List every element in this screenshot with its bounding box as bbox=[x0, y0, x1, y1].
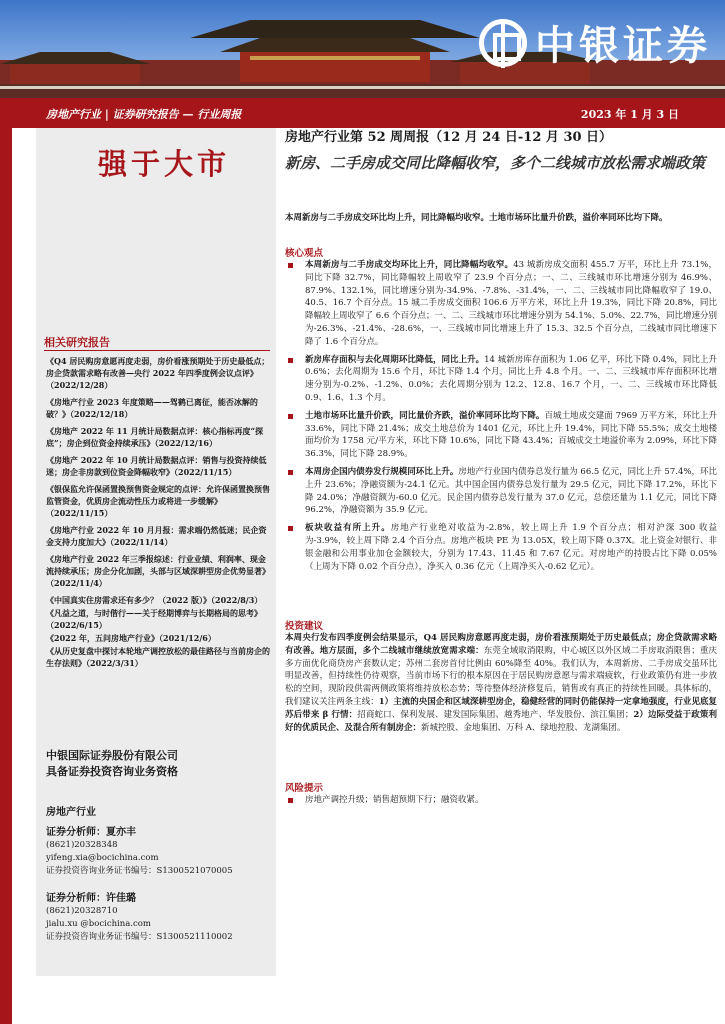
related-report-item: 《房地产行业 2023 年度策略——驾鹤已离征，能否冰解的破？》（2022/12/18） bbox=[46, 397, 258, 419]
core-view-item bbox=[285, 259, 717, 349]
advice-lead: 本周央行发布四季度例会结果显示，Q4 居民购房意愿再度走弱，房价看涨预期处于历史最低点；房企贷款需求略有改善。地方层面，多个二线城市继续放宽需求端： bbox=[285, 633, 717, 656]
report-header-bar bbox=[0, 98, 725, 128]
analyst-2-phone: (8621)20328710 bbox=[46, 906, 118, 916]
boc-logo-icon bbox=[479, 19, 527, 67]
core-view-lead: 本周房企国内债券发行规模同环比上升。 bbox=[305, 466, 459, 477]
advice-text: 东莞全域取消限购，中心城区以外区域二手房取消限售；重庆多方面优化商贷房产套数认定；苏州二套房首付比例由 60%降至 40%。我们认为，本周新房、二手房成交虽环比明显改善，但持续性仍待观察，当前市场下行的根本原因在于居民购房意愿与需求端疲软，行业政策仍有进一步放松的空间，现阶段供需两侧政策将维持放松态势；等待整体经济修复后，销售或有真正的持续性回暖。具体标的，我们建议关注两条主线： bbox=[285, 645, 717, 707]
logo-text: 中银证券 bbox=[535, 23, 711, 69]
report-title: 房地产行业第 52 周周报（12 月 24 日-12 月 30 日） bbox=[285, 130, 613, 145]
organization-block bbox=[46, 748, 178, 780]
core-view-text: 百城土地成交建面 7969 万平方米，环比上升 33.6%，同比下降 21.4%；成交土地总价为 1401 亿元，环比上升 19.4%，同比下降 55.5%；成交土地楼面均价为 1758 元/平方米，环比下降 10.6%，同比下降 43.4%；百城成交土地溢价率为 2.09%，环比下降 36.3%，同比下降 28.9%。 bbox=[305, 410, 717, 460]
analyst-2-name: 证券分析师：许佳璐 bbox=[46, 893, 136, 904]
risk-list bbox=[285, 794, 717, 812]
core-view-lead: 新房库存面积与去化周期环比降低，同比上升。 bbox=[305, 354, 485, 365]
core-views-heading: 核心观点 bbox=[285, 248, 324, 259]
advice-heading: 投资建议 bbox=[285, 621, 324, 632]
report-category: 房地产行业 | 证券研究报告 — 行业周报 bbox=[46, 108, 242, 121]
related-reports-list bbox=[46, 355, 270, 674]
related-report-item: 《房地产 2022 年 10 月统计局数据点评：销售与投资持续低迷；房企非房款到位资金降幅收窄》（2022/11/15） bbox=[46, 455, 267, 477]
analyst-1 bbox=[46, 826, 272, 878]
related-reports-divider bbox=[44, 350, 270, 351]
cover-banner bbox=[0, 0, 725, 98]
organization-name: 中银国际证券股份有限公司 bbox=[46, 749, 178, 762]
related-report-item: 《房地产行业 2022 年 10 月月报：需求端仍然低迷；民企资金支持力度加大》（2022/11/14） bbox=[46, 525, 267, 547]
analyst-2-email[interactable]: jialu.xu @bocichina.com bbox=[46, 919, 151, 929]
core-view-item bbox=[285, 522, 717, 573]
advice-lead-2: 1）主流的央国企和区域深耕型房企，稳健经营的同时仍能保持一定拿地强度，行业见底复苏后带来 β 行情： bbox=[285, 696, 717, 720]
core-views-list bbox=[285, 259, 717, 578]
advice-text-2: 招商蛇口、保利发展、建发国际集团、越秀地产、华发股份、滨江集团； bbox=[357, 709, 634, 720]
sector-name: 房地产行业 bbox=[46, 807, 96, 818]
report-date: 2023 年 1 月 3 日 bbox=[580, 108, 679, 121]
core-view-item bbox=[285, 466, 717, 517]
core-view-lead: 本周新房与二手房成交均环比上升，同比降幅均收窄。 bbox=[305, 260, 514, 270]
core-view-text: 房地产行业绝对收益为-2.8%，较上周上升 1.9 个百分点；相对沪深 300 收益为-3.9%，较上周下降 2.4 个百分点。房地产板块 PE 为 13.05X，较上周下降 0.37X。北上资金対银行、非银金融和公用事业加仓金额较大，分别为 17.43、11.45 和 7.67 亿元。对房地产的持股占比下降 0.05%（上周为下降 0.02 个百分点），净买入 0.36 亿元（上周净买入-0.62 亿元）。 bbox=[305, 523, 717, 572]
related-report-item: 《房地产行业 2022 年三季报综述：行业业绩、利润率、现金流持续承压；房企分化加剧，头部与区域深耕型房企优势显著》（2022/11/4） bbox=[46, 554, 270, 588]
related-report-item: 《房地产 2022 年 11 月统计局数据点评：核心指标再度“探底”；房企到位资金持续承压》（2022/12/16） bbox=[46, 426, 264, 448]
related-report-item: 《银保监允许保函置换预售资金规定的点评：允许保函置换预售监管资金，优质房企流动性压力或将进一步缓解》（2022/11/15） bbox=[46, 484, 270, 518]
advice-text-3: 新城控股、金地集团、万科 A、绿地控股、龙湖集团。 bbox=[421, 722, 626, 733]
core-view-text: 43 城新房成交面积 455.7 万平，环比上升 73.1%，同比下降 32.7%，同比降幅较上周收窄了 23.9 个百分点；一、二、三线城市环比增速分别为 46.9%、87.9%、132.1%，同比增速分别为-34.9%、-7.8%、-31.4%，一、二、三线城市同比降幅收窄了 19.0、40.5、16.7 个百分点。15 城二手房成交面积 106.6 万平方米，环比上升 19.3%，同比下降 20.8%，同比降幅较上周收窄了 6.6 个百分点；一、二、三线城市环比增速分别为 54.1%、5.0%、22.7%，同比增速分别为-26.3%、-21.4%、-28.6%，一、三线城市同比增速上升了 15.3、32.5 个百分点，二线城市同比增速下降了 1.6 个百分点。 bbox=[305, 260, 717, 347]
boc-logo bbox=[479, 14, 711, 71]
analyst-2-cert: 证券投资咨询业务证书编号：S1300521110002 bbox=[46, 932, 233, 942]
organization-qualification: 具备证券投资咨询业务资格 bbox=[46, 765, 178, 778]
related-report-item: 《中国真实住房需求还有多少？（2022 版）》（2022/8/3） bbox=[46, 595, 263, 605]
advice-paragraph bbox=[285, 632, 717, 734]
related-report-item: 《凡益之道，与时偕行——关于经期博弈与长期格局的思考》（2022/6/15） bbox=[46, 608, 262, 630]
left-accent-rail bbox=[0, 128, 12, 1024]
related-report-item: 《Q4 居民购房意愿再度走弱，房价看涨预期处于历史最低点；房企贷款需求略有改善—央行 2022 年四季度例会议点评》（2022/12/28） bbox=[46, 356, 270, 390]
core-view-item bbox=[285, 354, 717, 405]
industry-rating: 强于大市 bbox=[98, 147, 231, 181]
core-view-lead: 土地市场环比量升价跌，同比量价齐跌，溢价率同环比均下降。 bbox=[305, 410, 545, 421]
core-view-lead: 板块收益有所上升。 bbox=[305, 523, 391, 534]
analyst-1-name: 证券分析师：夏亦丰 bbox=[46, 827, 136, 838]
sector-label bbox=[46, 806, 272, 819]
analyst-2 bbox=[46, 892, 272, 944]
core-view-item bbox=[285, 410, 717, 461]
advice-lead-3: 2）边际受益于政策利好的优质民企、及混合所有制房企： bbox=[285, 709, 717, 733]
related-report-item: 《2022 年，五问房地产行业》（2021/12/6） bbox=[46, 633, 216, 643]
analyst-1-phone: (8621)20328348 bbox=[46, 840, 118, 850]
core-view-text: 14 城新房库存面积为 1.06 亿平，环比下降 0.4%，同比上升 0.6%；去化周期为 15.6 个月，环比下降 1.4 个月，同比上升 4.8 个月。一、二、三线城市库存面积环比增速分别为-0.2%、-1.2%、0.0%；去化周期分别为 12.2、12.8、16.7 个月，一、二、三线城市环比降低 0.9、1.6、1.3 个月。 bbox=[305, 354, 717, 403]
analyst-1-email[interactable]: yifeng.xia@bocichina.com bbox=[46, 853, 159, 863]
related-reports-heading: 相关研究报告 bbox=[44, 336, 110, 349]
analyst-1-cert: 证券投资咨询业务证书编号：S1300521070005 bbox=[46, 866, 233, 876]
risk-heading: 风险提示 bbox=[285, 783, 324, 794]
related-report-item: 《从历史复盘中探讨本轮地产调控放松的最佳路径与当前房企的生存法则》（2022/3/31） bbox=[46, 646, 270, 668]
report-abstract: 本周新房与二手房成交环比均上升，同比降幅均收窄。土地市场环比量升价跌，溢价率同环比均下降。 bbox=[285, 213, 668, 223]
core-view-text: 房地产行业国内债券总发行量为 66.5 亿元，同比上升 57.4%，环比上升 23.6%；净融资额为-24.1 亿元。其中国企国内债券总发行量为 29.5 亿元，同比下降 17.2%，环比下降 24.0%；净融资额为-60.0 亿元。民企国内债券总发行量为 37.0 亿元，总偿还量为 1.1 亿元，同比下降 96.2%，净融资额为 35.9 亿元。 bbox=[305, 466, 717, 516]
risk-item: 房地产调控升级；销售超预期下行；融资收紧。 bbox=[285, 794, 717, 807]
report-subtitle: 新房、二手房成交同比降幅收窄，多个二线城市放松需求端政策 bbox=[285, 154, 706, 172]
